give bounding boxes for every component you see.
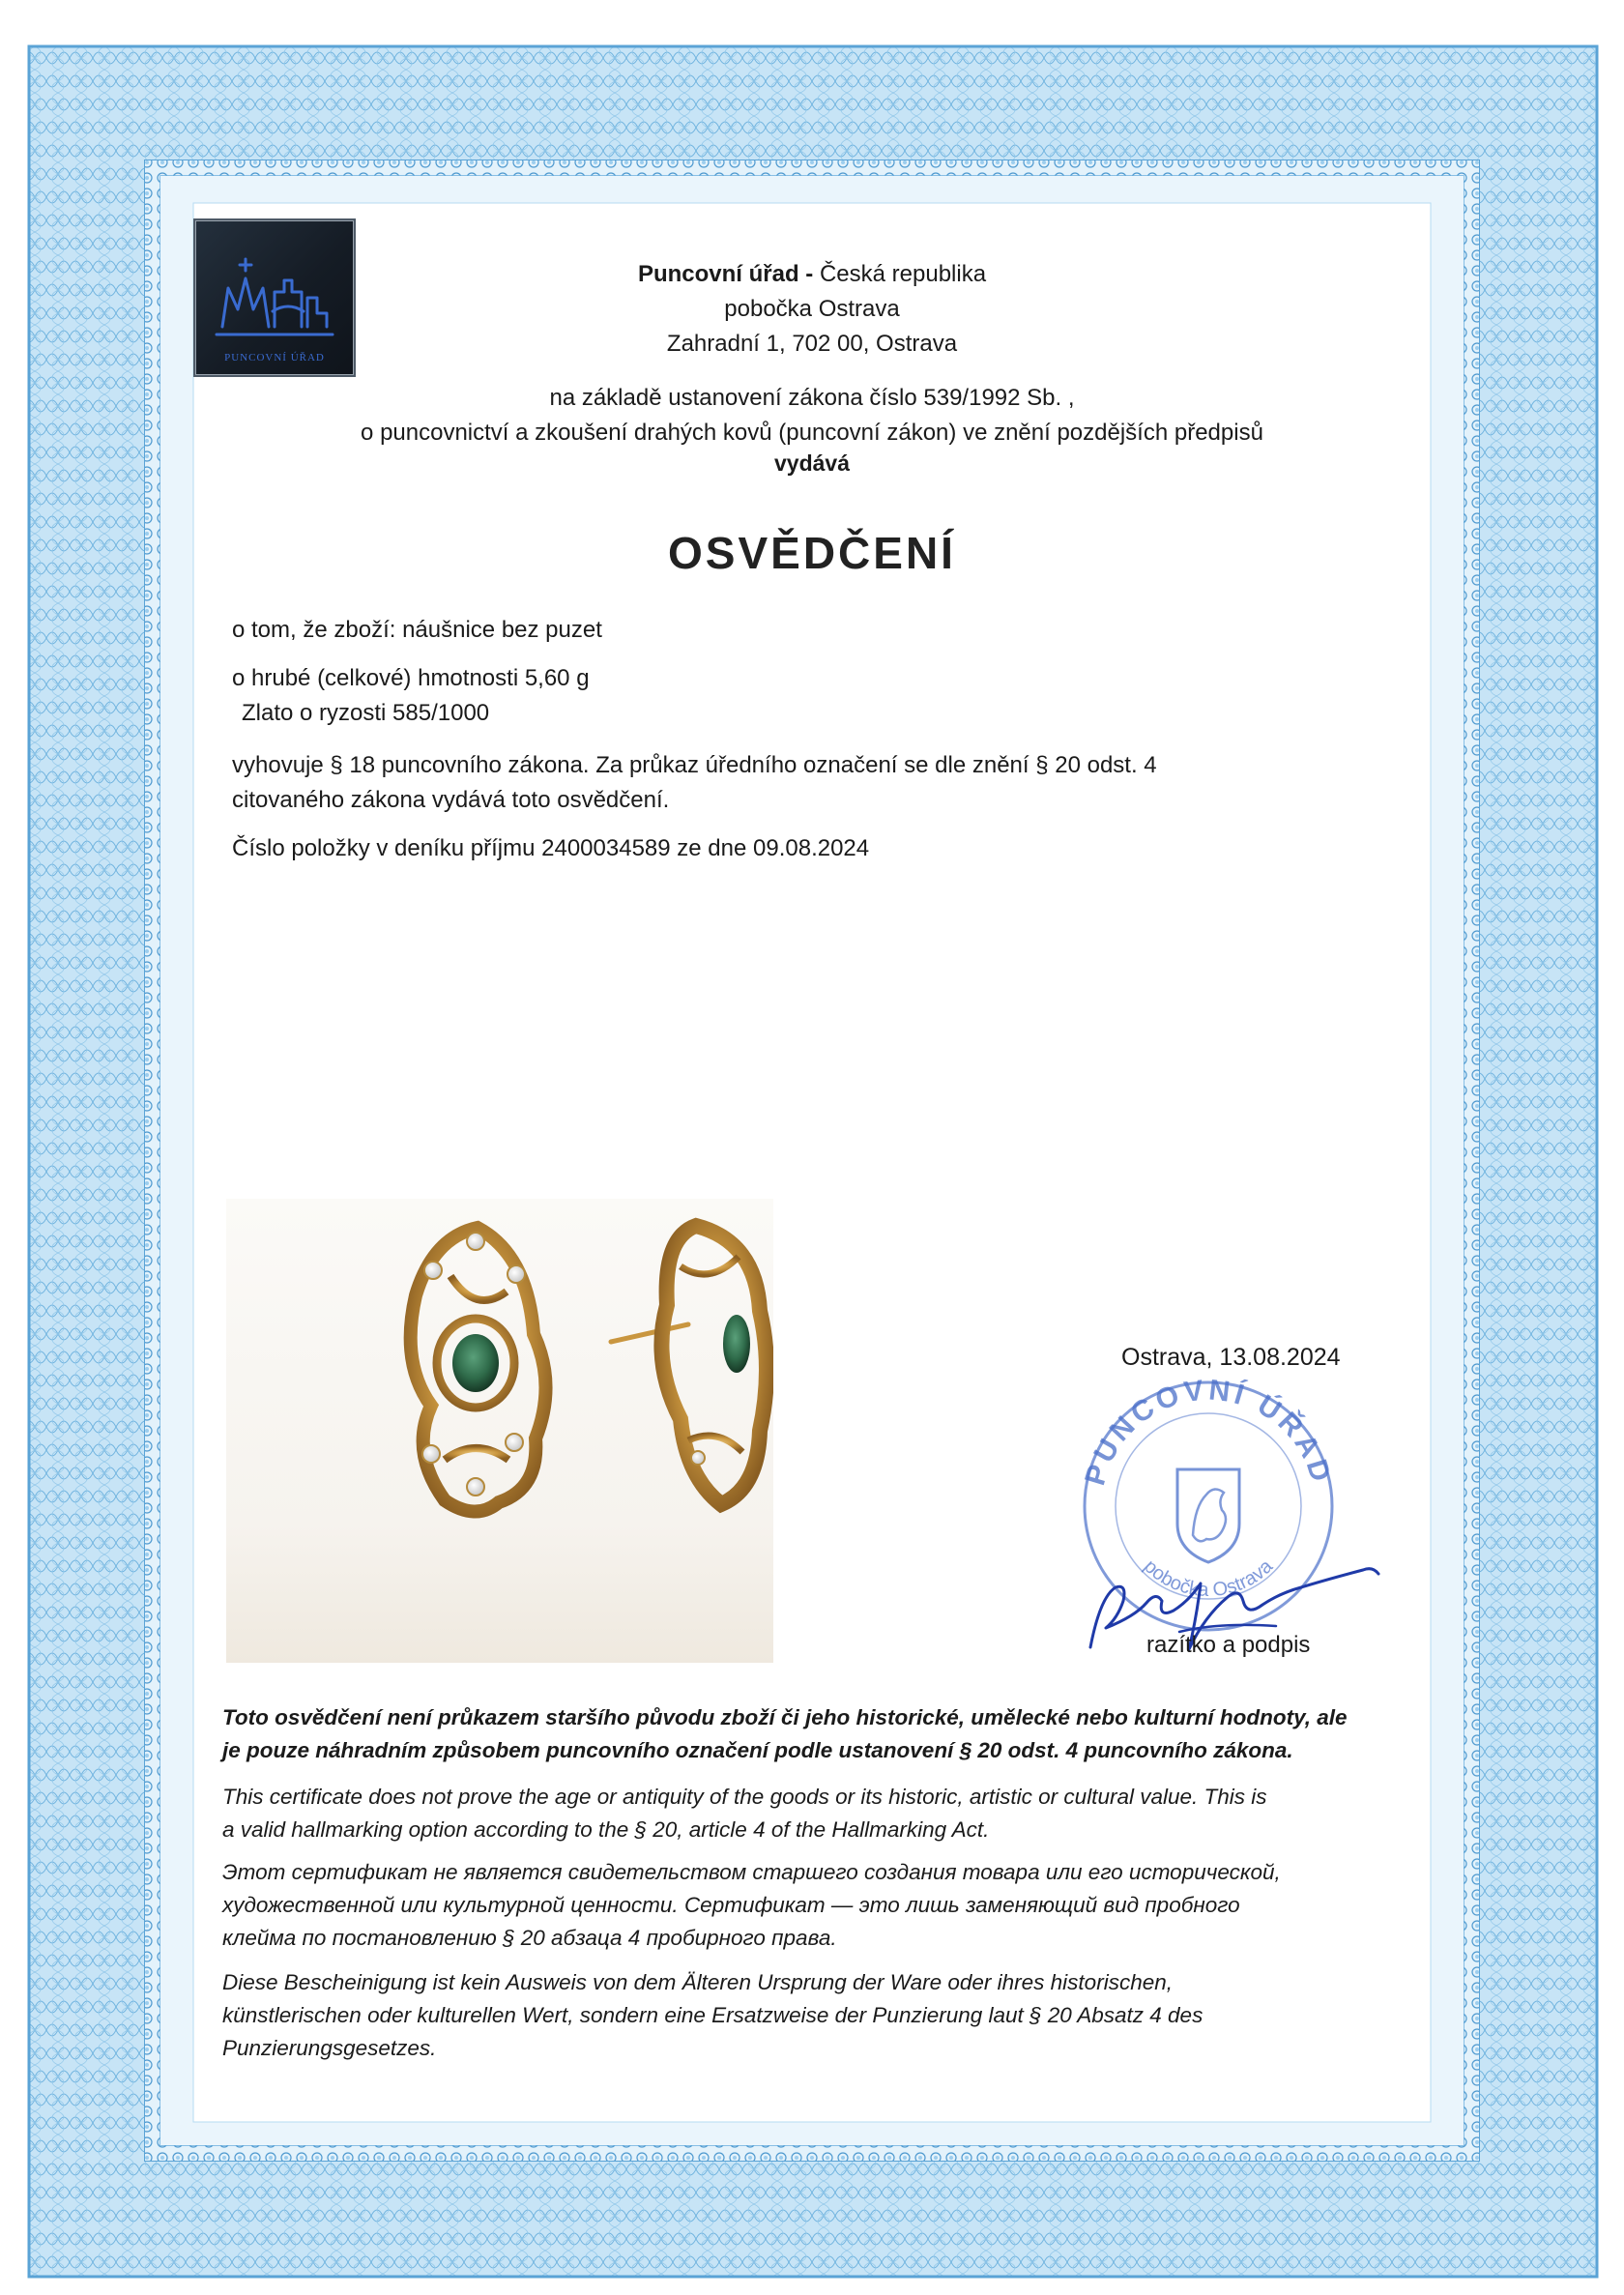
address: Zahradní 1, 702 00, Ostrava	[666, 331, 958, 357]
issues-label: vydává	[773, 450, 850, 476]
goods-line: o tom, že zboží: náušnice bez puzet	[232, 617, 602, 643]
register-line: Číslo položky v deníku příjmu 2400034589 ze dne 09.08.2024	[232, 835, 870, 861]
disclaimer-en-line2: a valid hallmarking option according to the § 20, article 4 of the Hallmarking Act.	[222, 1817, 990, 1842]
disclaimer-ru-line3: клейма по постановлению § 20 абзаца 4 пробирного права.	[222, 1926, 837, 1950]
compliance-line2: citovaného zákona vydává toto osvědčení.	[232, 787, 670, 813]
disclaimer-en-line1: This certificate does not prove the age or antiquity of the goods or its historic, artistic or cultural value. This is	[222, 1785, 1267, 1809]
disclaimer-de-line3: Punzierungsgesetzes.	[222, 2036, 437, 2060]
weight-line: o hrubé (celkové) hmotnosti 5,60 g	[232, 665, 590, 691]
disclaimer-de-line1: Diese Bescheinigung ist kein Ausweis von dem Älteren Ursprung der Ware oder ihres historischen,	[222, 1970, 1173, 1994]
puncovni-urad-logo	[193, 218, 356, 377]
disclaimer-de-line2: künstlerischen oder kulturellen Wert, sondern eine Ersatzweise der Punzierung laut § 20 Absatz 4 des	[222, 2003, 1204, 2027]
certificate-title: OSVĚDČENÍ	[668, 528, 956, 578]
earring-front	[411, 1228, 546, 1512]
disclaimer-ru-line1: Этот сертификат не является свидетельством старшего создания товара или его исторической,	[222, 1860, 1281, 1884]
svg-text:PUNCOVNÍ ÚŘAD	[1079, 1374, 1338, 1489]
disclaimer-cs-line1: Toto osvědčení není průkazem staršího původu zboží či jeho historické, umělecké nebo kulturní hodnoty, ale	[222, 1705, 1348, 1729]
branch: pobočka Ostrava	[724, 296, 900, 322]
compliance-line1: vyhovuje § 18 puncovního zákona. Za průkaz úředního označení se dle znění § 20 odst. 4	[232, 752, 1157, 778]
stamp-text-bottom: pobočka Ostrava	[1139, 1555, 1278, 1602]
logo-label: PUNCOVNÍ ÚŘAD	[224, 352, 325, 363]
stamp-text-top: PUNCOVNÍ ÚŘAD	[1079, 1374, 1338, 1490]
purity-line: Zlato o ryzosti 585/1000	[242, 700, 490, 726]
legal-basis-line1: na základě ustanovení zákona číslo 539/1992 Sb. ,	[549, 385, 1075, 411]
product-photo	[226, 1199, 773, 1663]
legal-basis-line2: o puncovnictví a zkoušení drahých kovů (puncovní zákon) ve znění pozdějších předpisů	[361, 420, 1263, 446]
disclaimer-ru-line2: художественной или культурной ценности. Сертификат — это лишь заменяющий вид пробного	[222, 1893, 1240, 1917]
signature-label: razítko a podpis	[1146, 1632, 1311, 1658]
disclaimer-cs-line2: je pouze náhradním způsobem puncovního označení podle ustanovení § 20 odst. 4 puncovního zákona.	[222, 1738, 1293, 1762]
issuer-name-line	[406, 257, 1218, 291]
place-date: Ostrava, 13.08.2024	[1121, 1344, 1341, 1371]
office-name: Puncovní úřad -	[637, 261, 814, 287]
earring-side	[611, 1226, 767, 1504]
country: Česká republika	[813, 261, 987, 287]
